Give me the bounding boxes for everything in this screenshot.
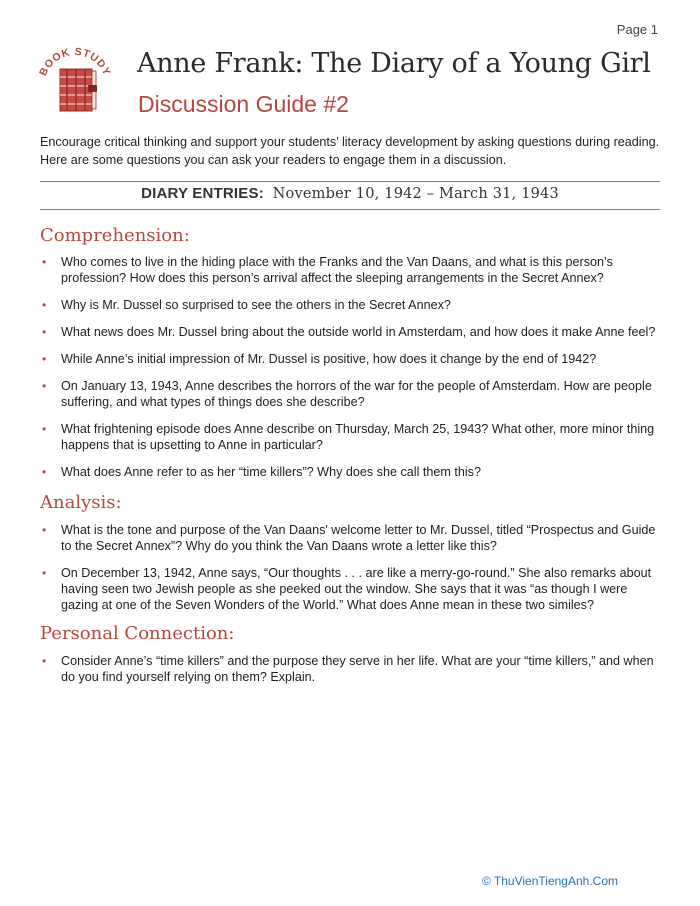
book-study-badge-icon (34, 40, 116, 122)
list-item (40, 421, 665, 453)
document-subtitle: Discussion Guide #2 (138, 91, 349, 117)
divider-bottom (40, 209, 660, 210)
list-item (40, 565, 665, 613)
bullet-dot: • (42, 298, 47, 312)
bullet-dot: • (42, 352, 47, 366)
diary-entries-label: DIARY ENTRIES: (141, 185, 264, 202)
bullet-dot: • (42, 654, 47, 668)
question-text: While Anne’s initial impression of Mr. Dussel is positive, how does it change by the end of 1942? (61, 352, 597, 366)
diary-entries-dates: November 10, 1942 – March 31, 1943 (272, 186, 559, 202)
question-text: Consider Anne’s “time killers” and the purpose they serve in her life. What are your “time killers,” and when do you find yourself relying on them? Explain. (61, 654, 654, 684)
comprehension-list (40, 254, 665, 491)
question-text: What frightening episode does Anne describe on Thursday, March 25, 1943? What other, more minor thing happens that is upsetting to Anne in particular? (61, 422, 655, 452)
list-item (40, 464, 665, 480)
analysis-list (40, 522, 665, 624)
personal-connection-heading: Personal Connection: (40, 623, 235, 644)
list-item (40, 324, 665, 340)
diary-entries-banner (40, 185, 660, 202)
intro-paragraph: Encourage critical thinking and support your students’ literacy development by asking questions during reading. Here are some questions you can ask your readers to engage them in a discussion. (40, 135, 660, 167)
question-text: On January 13, 1943, Anne describes the horrors of the war for the people of Amsterdam. How are people suffering, and what types of things does she describe? (61, 379, 652, 409)
list-item (40, 297, 665, 313)
personal-connection-list (40, 653, 665, 696)
divider-top (40, 181, 660, 182)
question-text: What news does Mr. Dussel bring about the outside world in Amsterdam, and how does it make Anne feel? (61, 325, 656, 339)
list-item (40, 522, 665, 554)
document-title: Anne Frank: The Diary of a Young Girl (137, 48, 651, 79)
list-item (40, 378, 665, 410)
list-item (40, 351, 665, 367)
question-text: What does Anne refer to as her “time killers”? Why does she call them this? (61, 465, 481, 479)
bullet-dot: • (42, 566, 47, 580)
question-text: Who comes to live in the hiding place with the Franks and the Van Daans, and what is this person’s profession? How does this person’s arrival affect the sleeping arrangements in the Secret Annex? (61, 255, 613, 285)
question-text: On December 13, 1942, Anne says, “Our thoughts . . . are like a merry-go-round.” She also remarks about having seen two Jewish people as she peeked out the window. She says that it was “as though I were gazing at one of the Seven Wonders of the World.” What does Anne mean in these two similes? (61, 566, 652, 612)
bullet-dot: • (42, 379, 47, 393)
list-item (40, 653, 665, 685)
page-number: Page 1 (616, 22, 658, 37)
badge-text: BOOK STUDY (37, 45, 113, 78)
list-item (40, 254, 665, 286)
analysis-heading: Analysis: (40, 492, 122, 513)
bullet-dot: • (42, 523, 47, 537)
question-text: What is the tone and purpose of the Van Daans' welcome letter to Mr. Dussel, titled “Prospectus and Guide to the Secret Annex”? Why do you think the Van Daans wrote a letter like this? (61, 523, 656, 553)
copyright-link[interactable]: © ThuVienTiengAnh.Com (481, 874, 618, 888)
comprehension-heading: Comprehension: (40, 225, 190, 246)
bullet-dot: • (42, 422, 47, 436)
question-text: Why is Mr. Dussel so surprised to see the others in the Secret Annex? (61, 298, 451, 312)
bullet-dot: • (42, 465, 47, 479)
bullet-dot: • (42, 325, 47, 339)
bullet-dot: • (42, 255, 47, 269)
